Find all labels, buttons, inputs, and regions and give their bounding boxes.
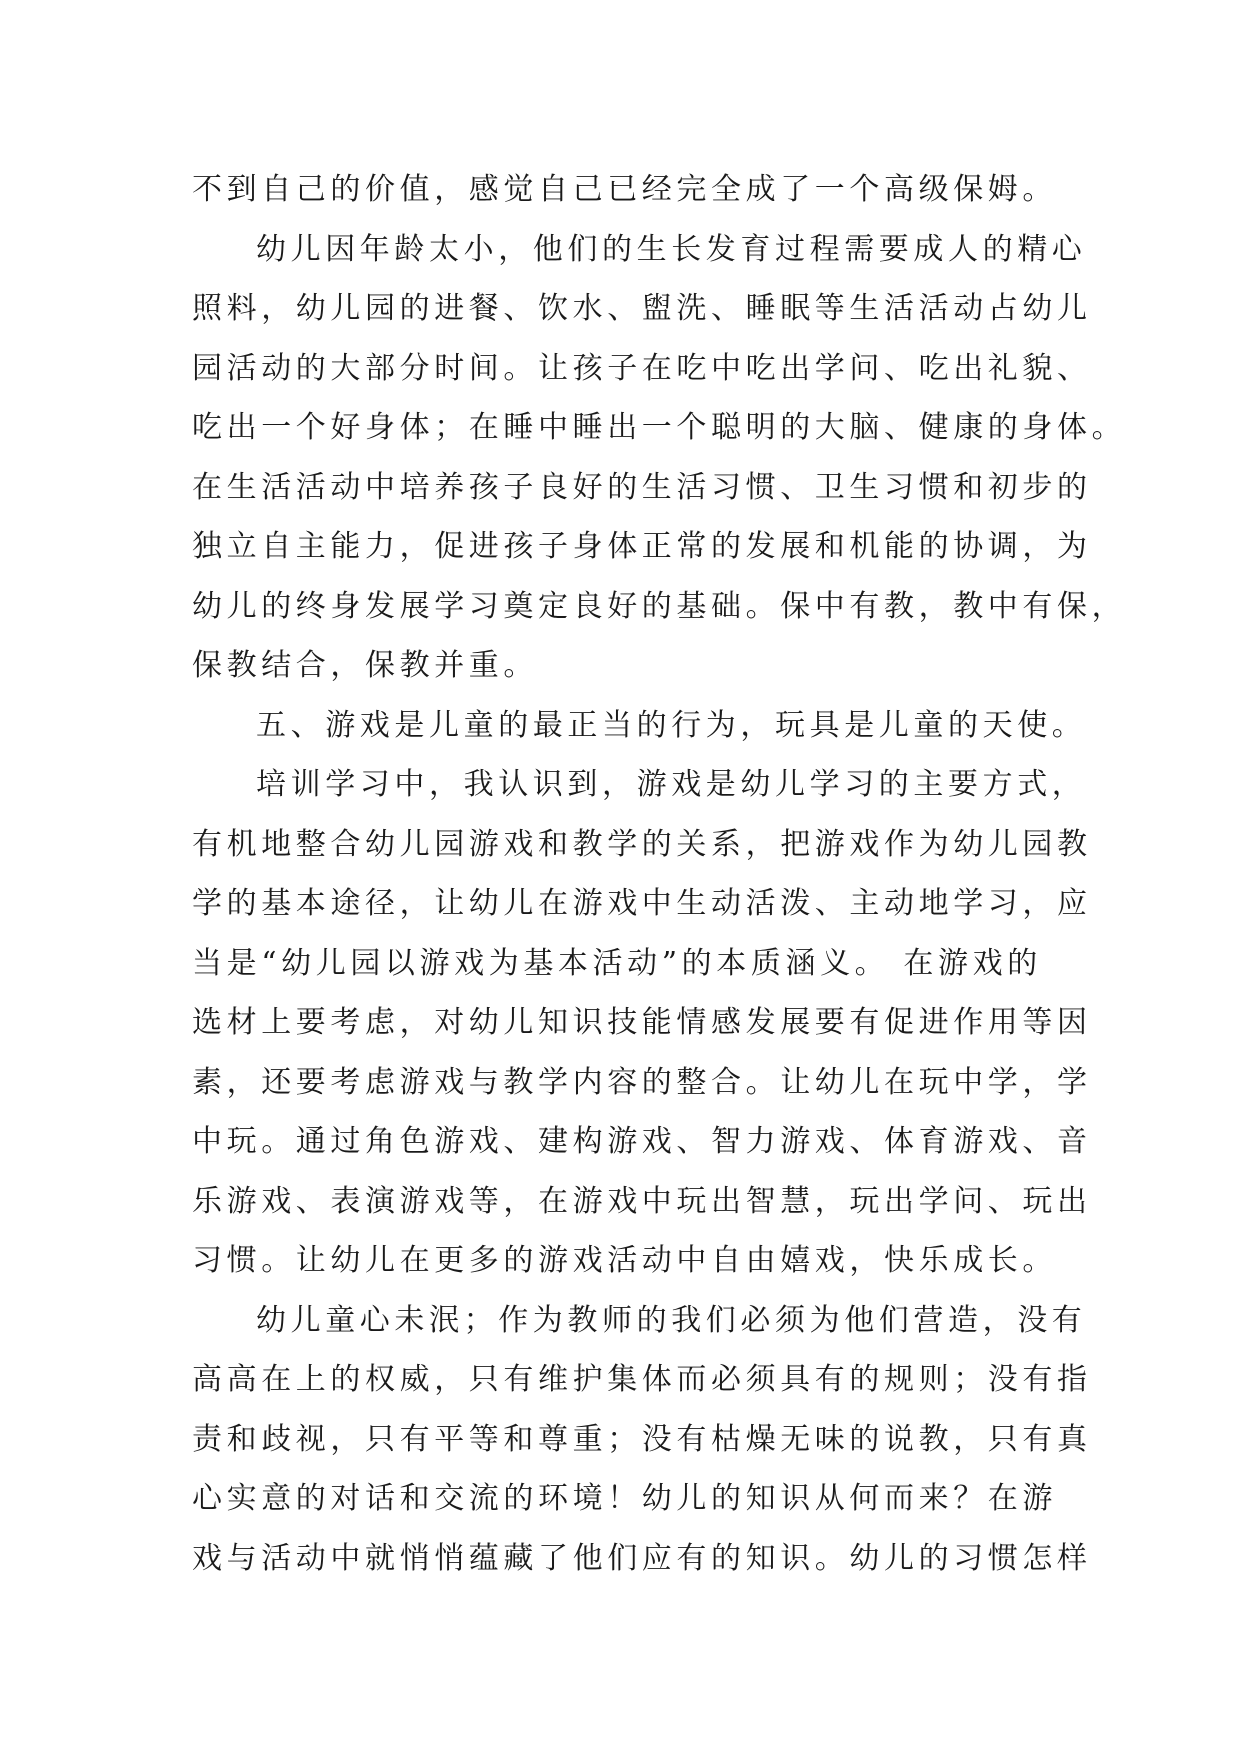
text-line: 幼儿的终身发展学习奠定良好的基础。保中有教，教中有保，	[192, 588, 1127, 624]
text-line: 高高在上的权威，只有维护集体而必须具有的规则；没有指	[192, 1362, 1092, 1397]
text-line: 保教结合，保教并重。	[192, 648, 538, 683]
text-line: 不到自己的价值，感觉自己已经完全成了一个高级保姆。	[192, 172, 1057, 207]
section-heading: 五、游戏是儿童的最正当的行为，玩具是儿童的天使。	[256, 707, 1087, 743]
paragraph-first-line: 幼儿因年龄太小，他们的生长发育过程需要成人的精心	[256, 231, 1087, 267]
paragraph-first-line: 培训学习中，我认识到，游戏是幼儿学习的主要方式，	[256, 767, 1087, 802]
text-line: 心实意的对话和交流的环境！幼儿的知识从何而来？在游	[192, 1481, 1057, 1516]
text-line: 习惯。让幼儿在更多的游戏活动中自由嬉戏，快乐成长。	[192, 1243, 1057, 1278]
text-line: 选材上要考虑，对幼儿知识技能情感发展要有促进作用等因	[192, 1005, 1092, 1040]
text-line: 照料，幼儿园的进餐、饮水、盥洗、睡眠等生活活动占幼儿	[192, 291, 1092, 326]
text-line: 乐游戏、表演游戏等，在游戏中玩出智慧，玩出学问、玩出	[192, 1183, 1092, 1219]
text-line: 园活动的大部分时间。让孩子在吃中吃出学问、吃出礼貌、	[192, 350, 1092, 386]
paragraph-first-line: 幼儿童心未泯；作为教师的我们必须为他们营造，没有	[256, 1302, 1087, 1338]
text-line: 责和歧视，只有平等和尊重；没有枯燥无味的说教，只有真	[192, 1421, 1092, 1457]
text-line: 戏与活动中就悄悄蕴藏了他们应有的知识。幼儿的习惯怎样	[192, 1540, 1092, 1576]
text-line: 吃出一个好身体；在睡中睡出一个聪明的大脑、健康的身体。	[192, 410, 1127, 445]
text-line: 当是“幼儿园以游戏为基本活动”的本质涵义。 在游戏的	[192, 945, 1042, 981]
text-line: 素，还要考虑游戏与教学内容的整合。让幼儿在玩中学，学	[192, 1064, 1092, 1100]
text-line: 在生活活动中培养孩子良好的生活习惯、卫生习惯和初步的	[192, 469, 1092, 505]
text-line: 独立自主能力，促进孩子身体正常的发展和机能的协调，为	[192, 529, 1092, 564]
text-line: 有机地整合幼儿园游戏和教学的关系，把游戏作为幼儿园教	[192, 826, 1092, 862]
document-body	[192, 160, 1127, 1588]
text-line: 学的基本途径，让幼儿在游戏中生动活泼、主动地学习，应	[192, 886, 1092, 921]
text-line: 中玩。通过角色游戏、建构游戏、智力游戏、体育游戏、音	[192, 1124, 1092, 1159]
